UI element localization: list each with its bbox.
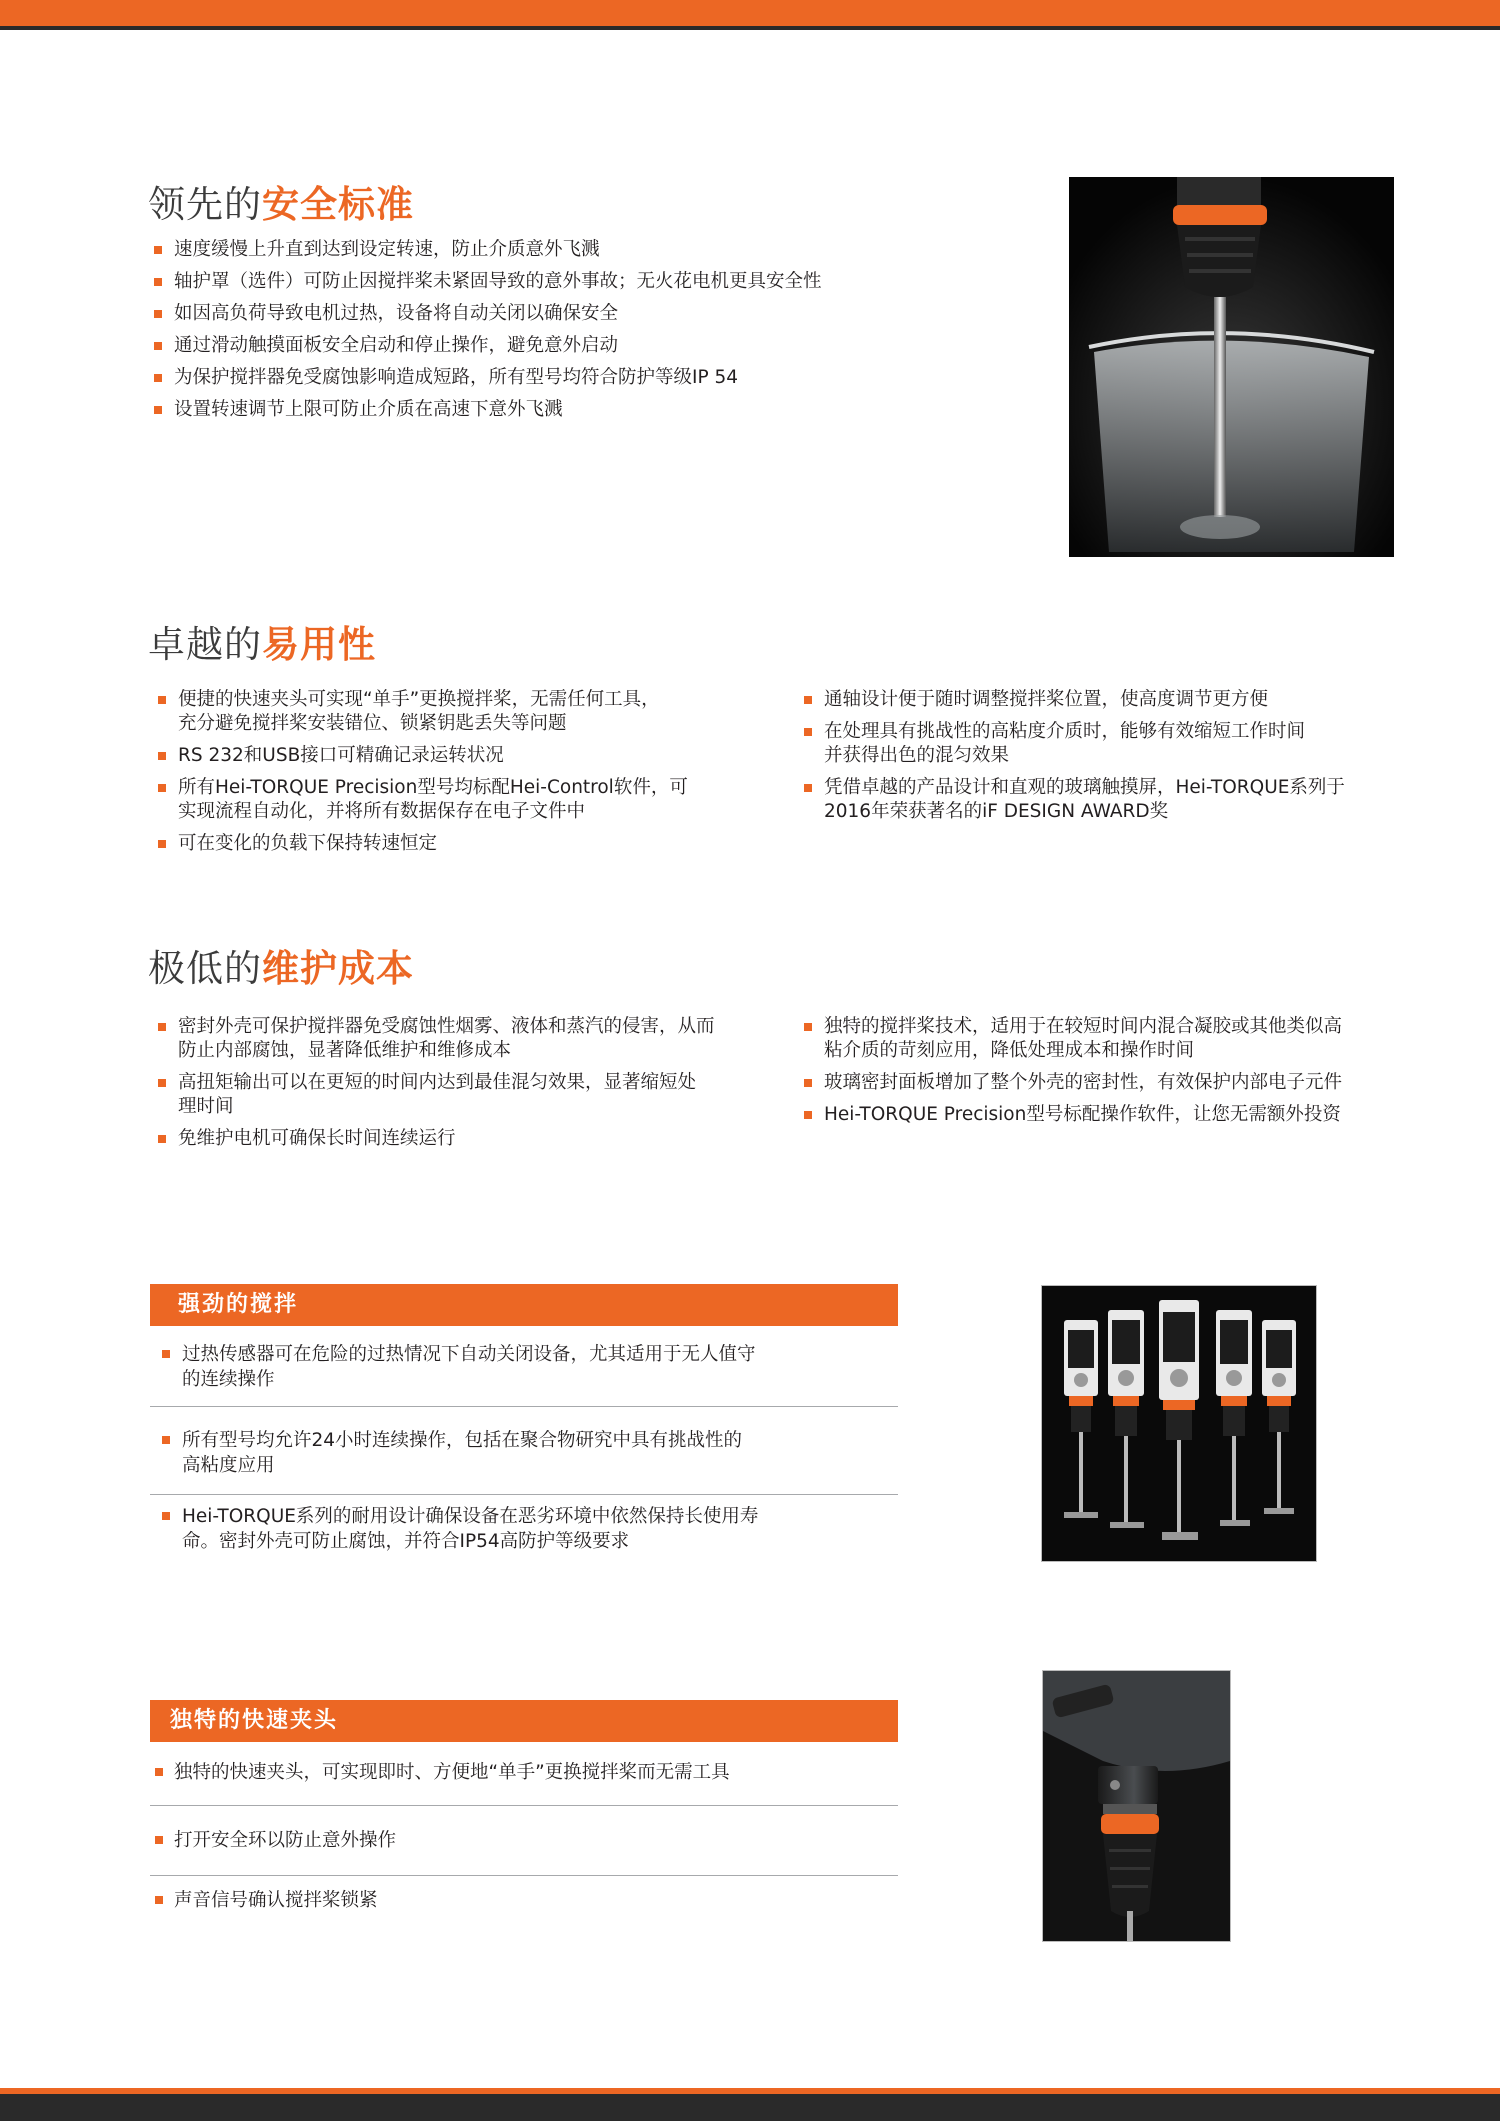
title-plain: 极低的	[148, 947, 262, 990]
divider	[150, 1875, 898, 1876]
list-item: 设置转速调节上限可防止介质在高速下意外飞溅	[150, 398, 910, 422]
powerful-stirring-band: 强劲的搅拌	[150, 1284, 898, 1326]
list-item: 打开安全环以防止意外操作	[150, 1828, 870, 1853]
list-item: 独特的快速夹头，可实现即时、方便地“单手”更换搅拌桨而无需工具	[150, 1760, 870, 1785]
title-highlight: 安全标准	[262, 183, 414, 226]
section-maintenance-title	[148, 938, 414, 992]
list-item: Hei-TORQUE系列的耐用设计确保设备在恶劣环境中依然保持长使用寿 命。密封外壳可防止腐蚀，并符合IP54高防护等级要求	[150, 1504, 870, 1554]
bottom-dark-bar	[0, 2094, 1500, 2121]
stirrer-lineup-illustration	[1042, 1286, 1316, 1561]
list-item: 所有Hei-TORQUE Precision型号均标配Hei-Control软件，可 实现流程自动化，并将所有数据保存在电子文件中	[154, 776, 754, 824]
list-item: 密封外壳可保护搅拌器免受腐蚀性烟雾、液体和蒸汽的侵害，从而 防止内部腐蚀，显著降低维护和维修成本	[154, 1015, 774, 1063]
list-item: 如因高负荷导致电机过热，设备将自动关闭以确保安全	[150, 302, 910, 326]
quick-chuck-band: 独特的快速夹头	[150, 1700, 898, 1742]
list-item: 高扭矩输出可以在更短的时间内达到最佳混匀效果，显著缩短处 理时间	[154, 1071, 774, 1119]
list-item: 所有型号均允许24小时连续操作，包括在聚合物研究中具有挑战性的 高粘度应用	[150, 1428, 870, 1478]
section-safety-title	[148, 174, 414, 228]
title-highlight: 易用性	[262, 623, 376, 666]
section-usability-title	[148, 614, 376, 668]
stirrer-beaker-illustration	[1069, 177, 1394, 557]
list-item: 在处理具有挑战性的高粘度介质时，能够有效缩短工作时间 并获得出色的混匀效果	[800, 720, 1420, 768]
safety-list	[150, 238, 910, 430]
top-dark-line	[0, 26, 1500, 30]
title-plain: 卓越的	[148, 623, 262, 666]
maintenance-right-list	[800, 1015, 1420, 1135]
usability-left-list	[154, 688, 754, 864]
stirrer-beaker-photo	[1069, 177, 1394, 557]
list-item: 轴护罩（选件）可防止因搅拌桨未紧固导致的意外事故；无火花电机更具安全性	[150, 270, 910, 294]
list-item: 可在变化的负载下保持转速恒定	[154, 832, 754, 856]
stirrer-lineup-photo	[1041, 1285, 1317, 1562]
maintenance-left-list	[154, 1015, 774, 1159]
quick-chuck-illustration	[1043, 1671, 1230, 1941]
quick-chuck-photo	[1042, 1670, 1231, 1942]
list-item: 凭借卓越的产品设计和直观的玻璃触摸屏，Hei-TORQUE系列于 2016年荣获著名的iF DESIGN AWARD奖	[800, 776, 1420, 824]
list-item: 便捷的快速夹头可实现“单手”更换搅拌桨，无需任何工具， 充分避免搅拌桨安装错位、锁紧钥匙丢失等问题	[154, 688, 754, 736]
list-item: 免维护电机可确保长时间连续运行	[154, 1127, 774, 1151]
title-highlight: 维护成本	[262, 947, 414, 990]
list-item: RS 232和USB接口可精确记录运转状况	[154, 744, 754, 768]
title-plain: 领先的	[148, 183, 262, 226]
list-item: 独特的搅拌桨技术，适用于在较短时间内混合凝胶或其他类似高 粘介质的苛刻应用，降低处理成本和操作时间	[800, 1015, 1420, 1063]
top-accent-bar	[0, 0, 1500, 26]
list-item: 为保护搅拌器免受腐蚀影响造成短路，所有型号均符合防护等级IP 54	[150, 366, 910, 390]
divider	[150, 1805, 898, 1806]
list-item: 过热传感器可在危险的过热情况下自动关闭设备，尤其适用于无人值守 的连续操作	[150, 1342, 870, 1392]
list-item: 速度缓慢上升直到达到设定转速，防止介质意外飞溅	[150, 238, 910, 262]
usability-right-list	[800, 688, 1420, 832]
list-item: Hei-TORQUE Precision型号标配操作软件，让您无需额外投资	[800, 1103, 1420, 1127]
divider	[150, 1406, 898, 1407]
list-item: 玻璃密封面板增加了整个外壳的密封性，有效保护内部电子元件	[800, 1071, 1420, 1095]
list-item: 通轴设计便于随时调整搅拌桨位置，使高度调节更方便	[800, 688, 1420, 712]
list-item: 通过滑动触摸面板安全启动和停止操作，避免意外启动	[150, 334, 910, 358]
divider	[150, 1494, 898, 1495]
list-item: 声音信号确认搅拌桨锁紧	[150, 1888, 870, 1913]
